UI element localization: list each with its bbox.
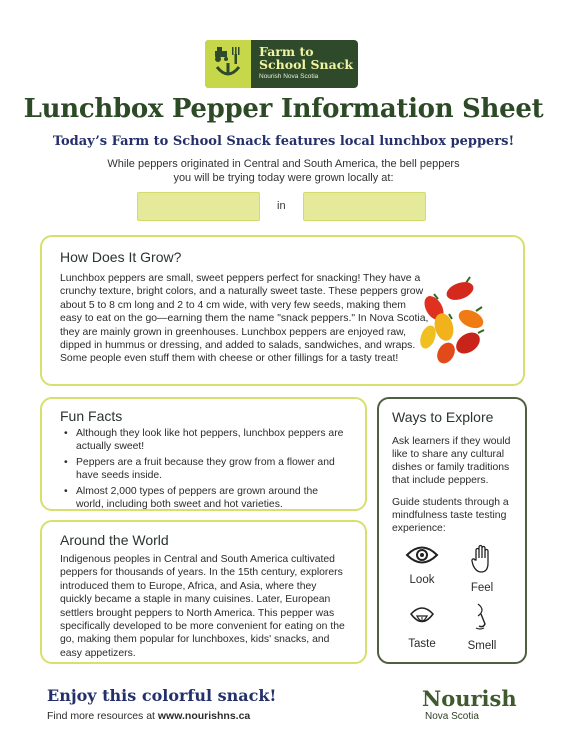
nourish-logo: Nourish bbox=[422, 686, 517, 711]
resources-link[interactable]: www.nourishns.ca bbox=[157, 710, 251, 722]
world-heading: Around the World bbox=[60, 532, 169, 548]
how-does-it-grow-panel bbox=[40, 235, 525, 386]
world-body: Indigenous peoples in Central and South America cultivated peppers for thousands of years. In the 15th century, explorers introduced them to Europe, Africa, and Asia, where they quickly became a staple in many cuisines. Later, European settlers brought peppers to North America. This pepper was specifically developed to be more convenient for eating on the go, making them popular for lunchboxes, kids' snacks, and easy appetizers. bbox=[60, 554, 345, 659]
resources-line bbox=[47, 710, 250, 722]
facts-heading: Fun Facts bbox=[60, 408, 123, 424]
resources-prefix: Find more resources at bbox=[47, 710, 158, 722]
location-field[interactable] bbox=[303, 192, 426, 221]
mouth-icon bbox=[408, 602, 436, 630]
sense-label: Look bbox=[409, 574, 435, 586]
grow-body: Lunchbox peppers are small, sweet peppers perfect for snacking! They have a crunchy texture, bright colors, and a naturally sweet taste. These peppers grow about 5 to 8 cm long and 2 to 4 cm wide, with very few seeds, making them easy to eat on the go—earning them the name "snack peppers." In Nova Scotia, they are mainly grown in greenhouses. Lunchbox peppers are enjoyed raw, dipped in hummus or dressing, and added to salads, sandwiches, and wraps. Some people even stuff them with cheese or other fillings for a tasty treat! bbox=[60, 273, 429, 365]
explore-heading: Ways to Explore bbox=[392, 409, 494, 425]
fact-item: • Although they look like hot peppers, lunchbox peppers are actually sweet! bbox=[60, 427, 347, 453]
nose-icon bbox=[470, 602, 494, 632]
tractor-fork-icon bbox=[205, 40, 251, 88]
intro-text: While peppers originated in Central and South America, the bell peppers you will be trying today were grown locally at: bbox=[107, 158, 460, 184]
logo-title-line1: Farm to bbox=[259, 44, 314, 59]
page-title: Lunchbox Pepper Information Sheet bbox=[23, 94, 544, 124]
sense-label: Feel bbox=[470, 582, 494, 594]
logo-subtitle: Nourish Nova Scotia bbox=[259, 73, 319, 80]
in-connector: in bbox=[277, 200, 286, 212]
sense-label: Smell bbox=[467, 640, 497, 652]
footer-tagline: Enjoy this colorful snack! bbox=[47, 686, 277, 705]
sense-label: Taste bbox=[408, 638, 436, 650]
farm-to-school-logo bbox=[205, 40, 358, 88]
facts-list bbox=[60, 427, 347, 511]
explore-text-2: Guide students through a mindfulness taste testing experience: bbox=[392, 497, 509, 534]
fact-item: • Peppers are a fruit because they grow from a flower and have seeds inside. bbox=[60, 456, 347, 482]
senses-grid bbox=[392, 544, 512, 654]
sense-feel bbox=[452, 544, 512, 596]
fact-item: • Almost 2,000 types of peppers are grown around the world, including both sweet and hot varieties. bbox=[60, 485, 347, 511]
grow-heading: How Does It Grow? bbox=[60, 249, 182, 265]
logo-title-line2: School Snack bbox=[259, 57, 353, 72]
sense-taste bbox=[392, 602, 452, 654]
farm-name-field[interactable] bbox=[137, 192, 260, 221]
eye-icon bbox=[405, 544, 439, 566]
sense-smell bbox=[452, 602, 512, 654]
lunchbox-peppers-image bbox=[416, 275, 501, 365]
hand-icon bbox=[471, 544, 493, 574]
sense-look bbox=[392, 544, 452, 596]
explore-text-1: Ask learners if they would like to share any cultural dishes or family traditions that include peppers. bbox=[392, 436, 511, 486]
fun-facts-panel bbox=[40, 397, 367, 511]
nourish-logo-sub: Nova Scotia bbox=[425, 711, 479, 722]
ways-to-explore-panel bbox=[377, 397, 527, 664]
page-subtitle: Today’s Farm to School Snack features local lunchbox peppers! bbox=[52, 134, 515, 149]
around-the-world-panel bbox=[40, 520, 367, 664]
